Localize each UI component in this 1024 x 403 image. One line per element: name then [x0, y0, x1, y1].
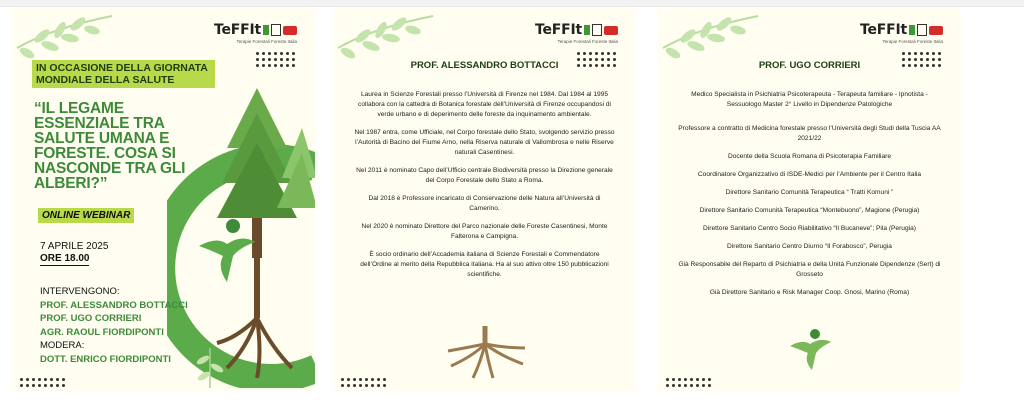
speaker-name: PROF. ALESSANDRO BOTTACCI — [40, 299, 188, 311]
bio-line: Direttore Sanitario Comunità Terapeutica “ Tratti Komuni ” — [725, 189, 894, 196]
wellbeing-person-icon — [788, 326, 833, 371]
speakers-header: INTERVENGONO: — [40, 286, 120, 297]
dots-decoration — [666, 378, 711, 387]
logo-subtitle: Terapie Forestali Foreste Italia — [236, 39, 297, 44]
wellbeing-person-icon — [197, 216, 257, 286]
small-leaf-icon — [190, 338, 230, 388]
leaf-branch-icon — [333, 8, 443, 83]
logo-name: TeFFIt — [534, 22, 582, 38]
logo-name: TeFFIt — [213, 22, 261, 38]
leaf-branch-icon — [658, 8, 768, 83]
bio-line: Coordinatore Organizzativo di ISDE-Medici per l’Ambiente per il Centro Italia — [697, 171, 922, 178]
speakers-list — [40, 285, 188, 366]
speaker-title: PROF. UGO CORRIERI — [758, 60, 861, 71]
roots-icon — [443, 326, 528, 381]
logo-name: TeFFIt — [859, 22, 907, 38]
dots-decoration — [341, 378, 386, 387]
bio-line: Direttore Sanitario Centro Socio Riabilitativo “Il Bucaneve”; Pila (Perugia) — [703, 225, 916, 232]
teffit-logo — [202, 22, 297, 44]
logo-flag-icon — [929, 26, 943, 35]
webinar-title: “IL LEGAME ESSENZIALE TRA SALUTE UMANA E FORESTE. COSA SI NASCONDE TRA GLI ALBERI?” — [34, 100, 186, 192]
speaker-bio — [353, 90, 616, 288]
bio-line: Direttore Sanitario Comunità Terapeutica “Montebuono”, Magione (Perugia) — [699, 207, 920, 214]
speaker-bio-card-corrieri[interactable] — [658, 8, 961, 391]
speaker-title: PROF. ALESSANDRO BOTTACCI — [410, 60, 559, 71]
bio-line: Direttore Sanitario Centro Diurno “Il Forabosco”, Perugia — [727, 243, 892, 250]
logo-mark-icon — [263, 25, 269, 35]
occasion-banner: IN OCCASIONE DELLA GIORNATA MONDIALE DELLA SALUTE — [32, 60, 215, 88]
speaker-bio — [678, 90, 941, 306]
dots-decoration — [256, 52, 295, 67]
webinar-poster-card[interactable] — [12, 8, 315, 391]
bio-paragraph: Laurea in Scienze Forestali presso l’Università di Firenze nel 1984. Dal 1984 al 1995 collabora con la cattedra di Botanica forestale dell’Università di Firenze occupandosi di verde urbano e di deperimento delle foreste da inquinamento ambientale. — [358, 91, 611, 118]
logo-box-icon — [917, 24, 927, 36]
teffit-logo — [848, 22, 943, 44]
bio-paragraph: È socio ordinario dell’Accademia italiana di Scienze Forestali e Commendatore dell’Ordine al merito della Repubblica italiana. Ha al suo attivo oltre 150 pubblicazioni scientifiche. — [360, 251, 609, 278]
bio-line: Professore a contratto di Medicina forestale presso l’Università degli Studi della Tuscia AA 2021/22 — [678, 125, 941, 142]
logo-flag-icon — [604, 26, 618, 35]
moderator-name: DOTT. ENRICO FIORDIPONTI — [40, 353, 171, 365]
logo-box-icon — [271, 24, 281, 36]
speaker-bio-card-bottacci[interactable] — [333, 8, 636, 391]
event-date: 7 APRILE 2025 — [40, 241, 109, 252]
event-time: ORE 18.00 — [40, 253, 90, 264]
bio-paragraph: Nel 2020 è nominato Direttore del Parco nazionale delle Foreste Casentinesi, Monte Falterona e Campigna. — [361, 223, 608, 240]
bio-intro: Medico Specialista in Psichiatria Psicoterapeuta - Terapeuta familiare - Ipnotista - Sessuologo Master 2° Livello in Dipendenze Patologiche — [691, 91, 928, 108]
logo-box-icon — [592, 24, 602, 36]
teffit-logo — [523, 22, 618, 44]
online-webinar-badge: ONLINE WEBINAR — [38, 208, 134, 223]
bio-paragraph: Nel 1987 entra, come Ufficiale, nel Corpo forestale dello Stato, svolgendo servizio presso l’Autorità di Bacino del Fiume Arno, nella Riserva naturale di Vallombrosa e nelle Riserve naturali Casentinesi. — [354, 129, 615, 156]
speaker-name: AGR. RAOUL FIORDIPONTI — [40, 326, 164, 338]
speaker-name: PROF. UGO CORRIERI — [40, 313, 142, 324]
logo-subtitle: Terapie Forestali Foreste Italia — [557, 39, 618, 44]
bio-paragraph: Dal 2018 è Professore incaricato di Conservazione delle Natura all’Università di Camerino. — [368, 195, 601, 212]
logo-subtitle: Terapie Forestali Foreste Italia — [882, 39, 943, 44]
page-top-bar — [0, 0, 1024, 7]
bio-line: Già Direttore Sanitario e Risk Manager Coop. Gnosi, Marino (Roma) — [709, 289, 910, 296]
moderator-header: MODERA: — [40, 340, 85, 351]
logo-mark-icon — [909, 25, 915, 35]
bio-line: Già Responsabile del Reparto di Psichiatria e della Unità Funzionale Dipendenze (Sert) di Grosseto — [678, 261, 941, 278]
dots-decoration — [20, 378, 65, 387]
bio-paragraph: Nel 2011 è nominato Capo dell’Ufficio centrale Biodiversità presso la Direzione generale del Corpo Forestale dello Stato a Roma. — [356, 167, 613, 184]
logo-mark-icon — [584, 25, 590, 35]
bio-line: Docente della Scuola Romana di Psicoterapia Familiare — [727, 153, 892, 160]
logo-flag-icon — [283, 26, 297, 35]
